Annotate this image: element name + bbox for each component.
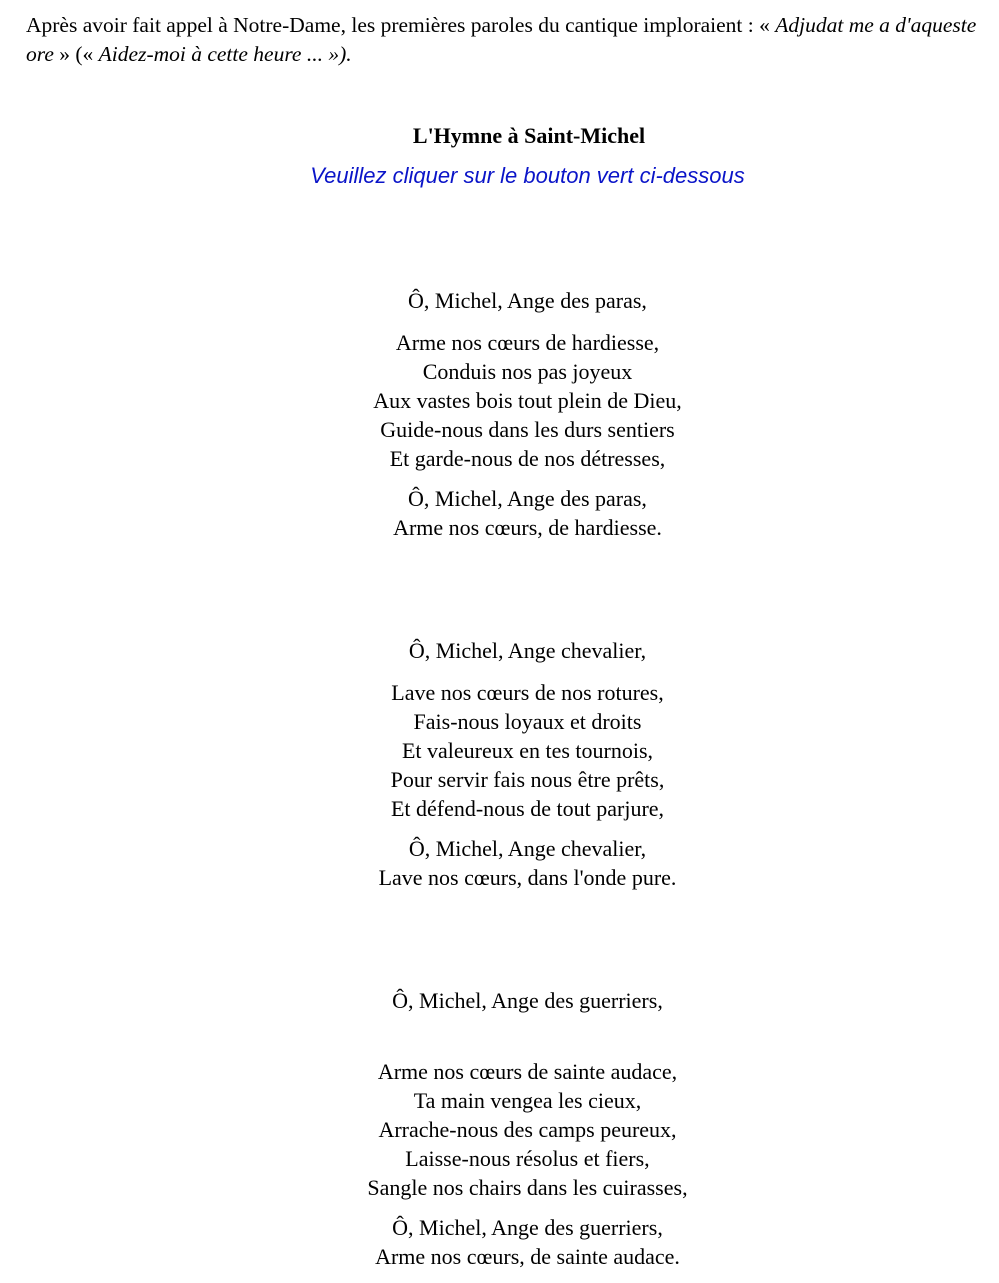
stanza-line: Ô, Michel, Ange des guerriers, bbox=[392, 988, 663, 1013]
stanza-line: Arme nos cœurs de hardiesse, bbox=[395, 330, 660, 355]
intro-text-middle: » (« bbox=[53, 42, 99, 66]
stanza-line: Laisse-nous résolus et fiers, bbox=[405, 1146, 650, 1171]
stanza-3-opening bbox=[0, 986, 999, 1015]
stanza-line: Ô, Michel, Ange des guerriers, bbox=[392, 1215, 663, 1240]
stanza-line: Lave nos cœurs de nos rotures, bbox=[391, 680, 664, 705]
stanza-2-body bbox=[0, 678, 999, 823]
stanza-line: Lave nos cœurs, dans l'onde pure. bbox=[378, 865, 677, 890]
intro-quote-french: Aidez-moi à cette heure ... »). bbox=[98, 42, 352, 66]
stanza-line: Ô, Michel, Ange des paras, bbox=[408, 288, 647, 313]
stanza-line: Et garde-nous de nos détresses, bbox=[389, 446, 666, 471]
stanza-line: Arme nos cœurs, de sainte audace. bbox=[375, 1244, 680, 1269]
stanza-line: Ô, Michel, Ange chevalier, bbox=[408, 638, 647, 663]
stanza-line: Arme nos cœurs, de hardiesse. bbox=[393, 515, 662, 540]
hymn-play-hint-link[interactable]: Veuillez cliquer sur le bouton vert ci-dessous bbox=[310, 163, 745, 188]
stanza-line: Arrache-nous des camps peureux, bbox=[378, 1117, 677, 1142]
hymn-title: L'Hymne à Saint-Michel bbox=[412, 123, 646, 148]
stanza-3-refrain bbox=[0, 1213, 999, 1271]
stanza-line: Pour servir fais nous être prêts, bbox=[390, 767, 665, 792]
intro-paragraph bbox=[26, 11, 981, 69]
stanza-line: Sangle nos chairs dans les cuirasses, bbox=[367, 1175, 688, 1200]
stanza-2-refrain bbox=[0, 834, 999, 892]
intro-text-before: Après avoir fait appel à Notre-Dame, les premières paroles du cantique imploraient : « bbox=[26, 13, 776, 37]
stanza-line: Arme nos cœurs de sainte audace, bbox=[377, 1059, 678, 1084]
intro-quote-occitan: Adjudat me a d'aqueste ore bbox=[26, 13, 977, 66]
stanza-line: Aux vastes bois tout plein de Dieu, bbox=[373, 388, 682, 413]
stanza-line: Fais-nous loyaux et droits bbox=[413, 709, 642, 734]
stanza-1-body bbox=[0, 328, 999, 473]
stanza-line: Conduis nos pas joyeux bbox=[422, 359, 633, 384]
stanza-line: Ô, Michel, Ange des paras, bbox=[408, 486, 647, 511]
stanza-3-body bbox=[0, 1057, 999, 1202]
stanza-line: Ta main vengea les cieux, bbox=[413, 1088, 642, 1113]
stanza-1-opening bbox=[0, 286, 999, 315]
stanza-line: Et valeureux en tes tournois, bbox=[401, 738, 654, 763]
stanza-line: Ô, Michel, Ange chevalier, bbox=[408, 836, 647, 861]
stanza-line: Et défend-nous de tout parjure, bbox=[390, 796, 665, 821]
stanza-line: Guide-nous dans les durs sentiers bbox=[380, 417, 675, 442]
stanza-2-opening bbox=[0, 636, 999, 665]
stanza-1-refrain bbox=[0, 484, 999, 542]
